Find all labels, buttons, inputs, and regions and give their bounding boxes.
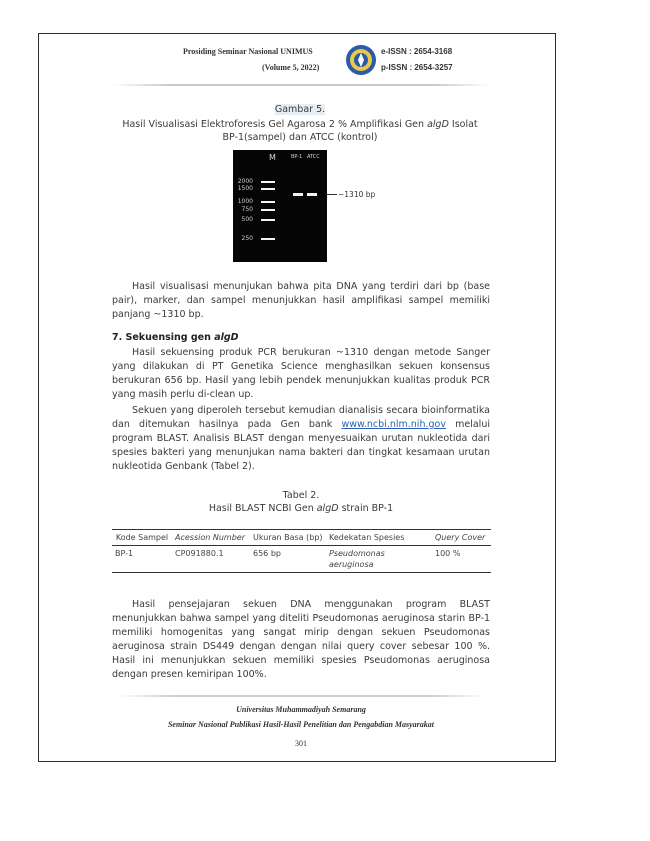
col-header: Ukuran Basa (bp) [253,533,323,542]
col-header: Kedekatan Spesies [329,533,405,542]
sample-band [293,193,303,196]
table-cell: BP-1 [115,549,134,558]
ladder-band [261,181,275,183]
lane-label-marker: M [269,153,276,162]
header-divider [112,84,490,86]
ladder-band [261,201,275,203]
footer-university: Universitas Muhammadiyah Semarang [236,705,366,714]
header-pissn: p-ISSN : 2654-3257 [381,63,453,72]
ladder-label: 1500 [237,185,253,192]
table-subtitle: Hasil BLAST NCBI Gen algD strain BP-1 [208,503,394,514]
ladder-label: 250 [241,235,253,242]
table-cell: Pseudomonas aeruginosa [329,549,385,569]
page-number: 301 [295,739,307,748]
header-title: Prosiding Seminar Nasional UNIMUS [183,47,313,56]
gel-image [233,150,327,262]
control-band [307,193,317,196]
blast-results-table [112,529,491,573]
band-pointer [326,194,337,195]
col-header: Kode Sampel [115,533,169,542]
paragraph-sekuensing: Hasil sekuensing produk PCR berukuran ~1310 dengan metode Sanger yang dilakukan di PT Genetika Science menghasilkan sekuen konsensus berukuran 656 bp. Hasil yang lebih pendek menunjukkan kualitas produk PCR yang masih perlu di-clean up. [112,347,490,400]
ladder-label: 500 [241,216,253,223]
section-heading: 7. Sekuensing gen algD [112,332,239,343]
figure-caption: Hasil Visualisasi Elektroforesis Gel Agarosa 2 % Amplifikasi Gen algD Isolat BP-1(sampel) dan ATCC (kontrol) [122,119,478,143]
ladder-label: 750 [241,206,253,213]
paragraph-pensejajaran: Hasil pensejajaran sekuen DNA menggunakan program BLAST menunjukkan bahwa sampel yang diteliti Pseudomonas aeruginosa starin BP-1 memiliki homogenitas yang sangat mirip dengan sekuen Pseudomonas aeruginosa strain DS449 dengan dengan nilai query cover sebesar 100 %. Hasil ini menunjukkan sekuen memiliki spesies Pseudomonas aeruginosa dengan presen kemiripan 100%. [112,599,490,680]
paragraph-blast: Sekuen yang diperoleh tersebut kemudian dianalisis secara bioinformatika dan ditemukan hasilnya pada Gen bank www.ncbi.nlm.nih.gov melalui program BLAST. Analisis BLAST dengan menyesuaikan urutan nukleotida dari spesies bakteri yang menunjukan nama bakteri dan tingkat kesamaan urutan nukleotida Genbank (Tabel 2). [112,405,490,472]
unimus-logo [345,44,377,76]
table-cell: CP091880.1 [175,549,224,558]
col-header: Query Cover [435,533,486,542]
lane-label-control: ATCC [307,154,320,160]
lane-label-sample: BP-1 [291,154,303,160]
ncbi-link[interactable]: www.ncbi.nlm.nih.gov [341,419,446,430]
ladder-label: 1000 [237,198,253,205]
header-volume: (Volume 5, 2022) [262,63,320,72]
footer-divider [118,695,488,697]
paragraph-visualisasi: Hasil visualisasi menunjukan bahwa pita DNA yang terdiri dari bp (base pair), marker, dan sampel menunjukkan hasil amplifikasi sampel memiliki panjang ~1310 bp. [112,281,490,320]
ladder-band [261,188,275,190]
figure-title: Gambar 5. [274,104,326,115]
table-cell: 656 bp [253,549,281,558]
table-cell: 100 % [435,549,461,558]
ladder-band [261,238,275,240]
table-row [112,546,491,573]
ladder-label: 2000 [237,178,253,185]
table-header-row [112,530,491,546]
col-header: Acession Number [175,533,245,542]
header-eissn: e-ISSN : 2654-3168 [381,47,453,56]
ladder-band [261,219,275,221]
table-title: Tabel 2. [282,490,320,501]
band-size-label: ~1310 bp [338,190,376,199]
ladder-band [261,209,275,211]
footer-seminar: Seminar Nasional Publikasi Hasil-Hasil Penelitian dan Pengabdian Masyarakat [167,720,435,729]
